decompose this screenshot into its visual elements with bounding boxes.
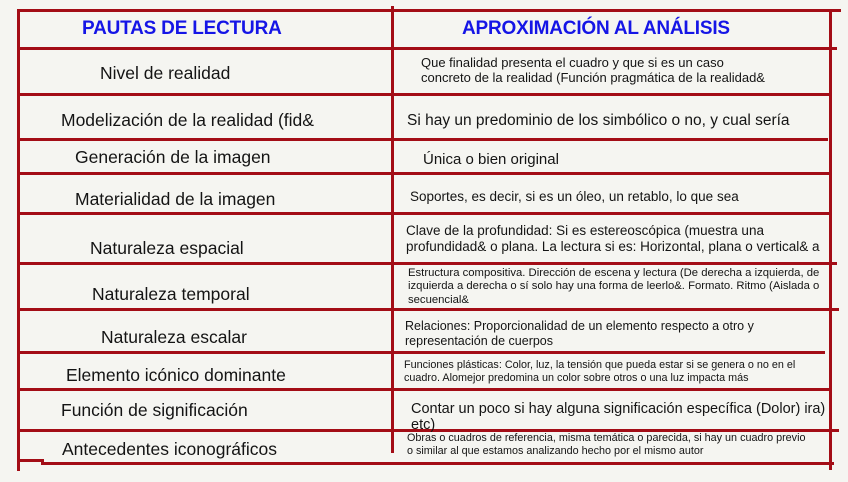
analysis-cell: Si hay un predominio de los simbólico o no, y cual sería [407,112,790,129]
criterion-cell: Naturaleza temporal [92,284,250,304]
analysis-line: Obras o cuadros de referencia, misma temática o parecida, si hay un cuadro previo [407,432,806,444]
analysis-cell [408,267,819,307]
analysis-cell [406,223,820,255]
criterion-cell: Modelización de la realidad (fid& [61,110,314,130]
analysis-cell [411,402,825,434]
border-top [17,9,841,12]
analysis-line: etc) [411,416,436,433]
analysis-line: concreto de la realidad (Función pragmática de la realidad& [421,70,765,86]
criterion-cell: Elemento icónico dominante [66,365,286,385]
criterion-cell: Generación de la imagen [75,147,271,167]
analysis-line: Relaciones: Proporcionalidad de un elemento respecto a otro y [405,319,754,333]
row-divider [17,388,831,391]
analysis-line: Contar un poco si hay alguna significación específica (Dolor) ira) [411,401,826,417]
column-header-analysis-approach: APROXIMACIÓN AL ANÁLISIS [462,18,730,39]
row-divider [17,351,825,354]
analysis-line: cuadro. Alomejor predomina un color sobre otros o una luz impacta más [404,371,749,384]
border-middle [391,6,394,453]
analysis-cell [405,319,754,349]
row-divider [17,212,832,215]
analysis-line: secuencial& [408,293,469,306]
row-divider [17,93,832,96]
analysis-line: representación de cuerpos [405,333,554,348]
row-divider [17,47,837,50]
analysis-cell: Soportes, es decir, si es un óleo, un retablo, lo que sea [410,189,739,204]
analysis-line: izquierda a derecha o sí solo hay una forma de leerlo&. Formato. Ritmo (Aislada o [408,280,820,293]
row-divider [20,138,828,141]
criterion-cell: Materialidad de la imagen [75,189,276,209]
analysis-line: Que finalidad presenta el cuadro y que si es un caso [421,55,724,70]
column-header-reading-guidelines: PAUTAS DE LECTURA [82,18,282,39]
border-right [829,11,832,470]
criterion-cell: Naturaleza escalar [101,327,247,347]
criterion-cell: Naturaleza espacial [90,238,244,258]
criterion-cell: Función de significación [61,400,248,420]
analysis-cell: Única o bien original [423,151,559,168]
analysis-line: Funciones plásticas: Color, luz, la tensión que pueda estar si se genera o no en el [404,359,796,371]
analysis-line: Estructura compositiva. Dirección de escena y lectura (De derecha a izquierda, de [408,267,820,279]
criterion-cell: Antecedentes iconográficos [62,439,277,459]
border-bottom-step [17,459,44,462]
border-bottom [41,462,834,465]
row-divider [17,308,839,311]
criterion-cell: Nivel de realidad [100,63,231,83]
analysis-cell [407,432,805,457]
analysis-line: o similar al que estamos analizando hecho por el mismo autor [407,444,704,457]
row-divider [17,172,832,175]
border-left [17,9,20,471]
analysis-line: profundidad& o plana. La lectura si es: Horizontal, plana o vertical& a [406,238,820,254]
analysis-cell [404,359,795,384]
analysis-line: Clave de la profundidad: Si es estereoscópica (muestra una [406,223,764,238]
analysis-cell [421,55,765,86]
row-divider [17,262,837,265]
